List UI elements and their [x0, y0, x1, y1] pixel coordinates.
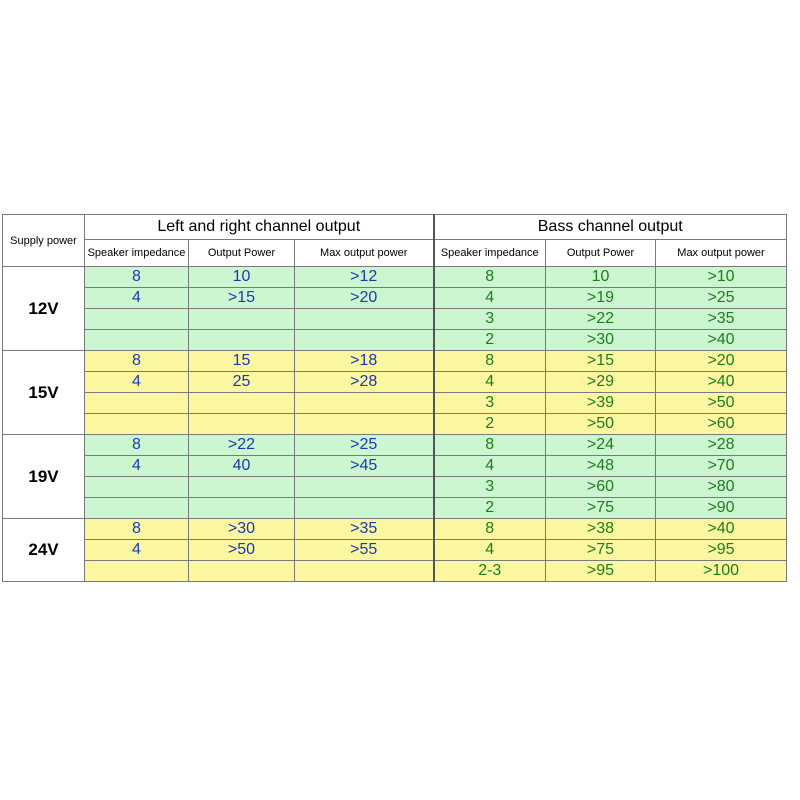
table-row — [3, 393, 787, 414]
table-row — [3, 519, 787, 540]
lr-impedance-cell: 8 — [85, 351, 189, 372]
bass-impedance-cell: 8 — [434, 351, 546, 372]
lr-max-power-cell — [295, 393, 434, 414]
bass-max-power-cell: >95 — [656, 540, 787, 561]
lr-channel-header: Left and right channel output — [85, 215, 434, 240]
bass-impedance-header: Speaker impedance — [434, 240, 546, 267]
lr-output-power-cell: 40 — [189, 456, 295, 477]
bass-impedance-cell: 3 — [434, 477, 546, 498]
lr-impedance-cell — [85, 309, 189, 330]
bass-impedance-cell: 8 — [434, 267, 546, 288]
bass-max-power-cell: >40 — [656, 330, 787, 351]
lr-impedance-cell — [85, 393, 189, 414]
bass-output-power-header: Output Power — [546, 240, 656, 267]
lr-impedance-cell: 4 — [85, 288, 189, 309]
spec-body — [3, 267, 787, 582]
bass-impedance-cell: 4 — [434, 540, 546, 561]
table-row — [3, 498, 787, 519]
bass-output-power-cell: >75 — [546, 498, 656, 519]
bass-max-power-cell: >70 — [656, 456, 787, 477]
lr-impedance-cell: 8 — [85, 435, 189, 456]
lr-max-power-cell — [295, 330, 434, 351]
table-row — [3, 372, 787, 393]
supply-voltage-cell: 24V — [3, 519, 85, 582]
lr-output-power-cell — [189, 330, 295, 351]
lr-output-power-cell — [189, 309, 295, 330]
bass-max-power-cell: >20 — [656, 351, 787, 372]
table-row — [3, 309, 787, 330]
bass-output-power-cell: >95 — [546, 561, 656, 582]
bass-max-power-cell: >90 — [656, 498, 787, 519]
lr-max-power-cell: >25 — [295, 435, 434, 456]
bass-channel-header: Bass channel output — [434, 215, 787, 240]
bass-output-power-cell: >19 — [546, 288, 656, 309]
bass-output-power-cell: >75 — [546, 540, 656, 561]
lr-max-power-cell — [295, 414, 434, 435]
bass-max-power-cell: >50 — [656, 393, 787, 414]
lr-output-power-cell: >50 — [189, 540, 295, 561]
lr-impedance-cell — [85, 498, 189, 519]
lr-max-power-cell: >35 — [295, 519, 434, 540]
lr-impedance-cell: 4 — [85, 372, 189, 393]
bass-impedance-cell: 8 — [434, 435, 546, 456]
lr-max-power-cell: >12 — [295, 267, 434, 288]
bass-output-power-cell: >39 — [546, 393, 656, 414]
bass-output-power-cell: >22 — [546, 309, 656, 330]
table-row — [3, 456, 787, 477]
bass-output-power-cell: >15 — [546, 351, 656, 372]
lr-impedance-header: Speaker impedance — [85, 240, 189, 267]
table-row — [3, 330, 787, 351]
lr-impedance-cell — [85, 414, 189, 435]
bass-output-power-cell: >50 — [546, 414, 656, 435]
table-row — [3, 267, 787, 288]
power-spec-table — [2, 214, 787, 582]
table-row — [3, 435, 787, 456]
bass-impedance-cell: 2-3 — [434, 561, 546, 582]
lr-max-power-cell: >18 — [295, 351, 434, 372]
bass-impedance-cell: 4 — [434, 288, 546, 309]
bass-max-power-cell: >28 — [656, 435, 787, 456]
table-row — [3, 561, 787, 582]
lr-output-power-cell — [189, 561, 295, 582]
bass-impedance-cell: 2 — [434, 498, 546, 519]
lr-max-power-cell — [295, 477, 434, 498]
lr-output-power-header: Output Power — [189, 240, 295, 267]
supply-voltage-cell: 12V — [3, 267, 85, 351]
bass-impedance-cell: 4 — [434, 456, 546, 477]
lr-output-power-cell: 15 — [189, 351, 295, 372]
bass-max-power-cell: >100 — [656, 561, 787, 582]
bass-max-power-cell: >40 — [656, 372, 787, 393]
bass-max-power-cell: >25 — [656, 288, 787, 309]
supply-power-header: Supply power — [3, 215, 85, 267]
lr-impedance-cell: 4 — [85, 456, 189, 477]
table-row — [3, 477, 787, 498]
bass-output-power-cell: 10 — [546, 267, 656, 288]
table-row — [3, 414, 787, 435]
lr-output-power-cell: >15 — [189, 288, 295, 309]
lr-max-power-cell — [295, 498, 434, 519]
lr-output-power-cell — [189, 414, 295, 435]
lr-impedance-cell: 4 — [85, 540, 189, 561]
lr-output-power-cell — [189, 498, 295, 519]
bass-output-power-cell: >38 — [546, 519, 656, 540]
lr-max-power-cell — [295, 561, 434, 582]
table-row — [3, 288, 787, 309]
bass-impedance-cell: 2 — [434, 330, 546, 351]
table-row — [3, 540, 787, 561]
bass-output-power-cell: >48 — [546, 456, 656, 477]
lr-impedance-cell — [85, 477, 189, 498]
lr-max-power-header: Max output power — [295, 240, 434, 267]
bass-max-power-cell: >60 — [656, 414, 787, 435]
bass-output-power-cell: >60 — [546, 477, 656, 498]
lr-output-power-cell: >22 — [189, 435, 295, 456]
bass-output-power-cell: >24 — [546, 435, 656, 456]
lr-max-power-cell: >20 — [295, 288, 434, 309]
bass-impedance-cell: 8 — [434, 519, 546, 540]
supply-voltage-cell: 15V — [3, 351, 85, 435]
lr-output-power-cell: 10 — [189, 267, 295, 288]
lr-impedance-cell — [85, 330, 189, 351]
bass-impedance-cell: 3 — [434, 309, 546, 330]
bass-impedance-cell: 2 — [434, 414, 546, 435]
bass-max-power-header: Max output power — [656, 240, 787, 267]
lr-max-power-cell: >28 — [295, 372, 434, 393]
bass-output-power-cell: >29 — [546, 372, 656, 393]
lr-max-power-cell — [295, 309, 434, 330]
lr-output-power-cell: >30 — [189, 519, 295, 540]
lr-impedance-cell — [85, 561, 189, 582]
lr-impedance-cell: 8 — [85, 519, 189, 540]
bass-max-power-cell: >80 — [656, 477, 787, 498]
lr-max-power-cell: >45 — [295, 456, 434, 477]
bass-max-power-cell: >10 — [656, 267, 787, 288]
bass-impedance-cell: 4 — [434, 372, 546, 393]
lr-output-power-cell: 25 — [189, 372, 295, 393]
lr-max-power-cell: >55 — [295, 540, 434, 561]
bass-impedance-cell: 3 — [434, 393, 546, 414]
lr-output-power-cell — [189, 477, 295, 498]
lr-impedance-cell: 8 — [85, 267, 189, 288]
supply-voltage-cell: 19V — [3, 435, 85, 519]
bass-max-power-cell: >40 — [656, 519, 787, 540]
lr-output-power-cell — [189, 393, 295, 414]
bass-max-power-cell: >35 — [656, 309, 787, 330]
bass-output-power-cell: >30 — [546, 330, 656, 351]
table-row — [3, 351, 787, 372]
